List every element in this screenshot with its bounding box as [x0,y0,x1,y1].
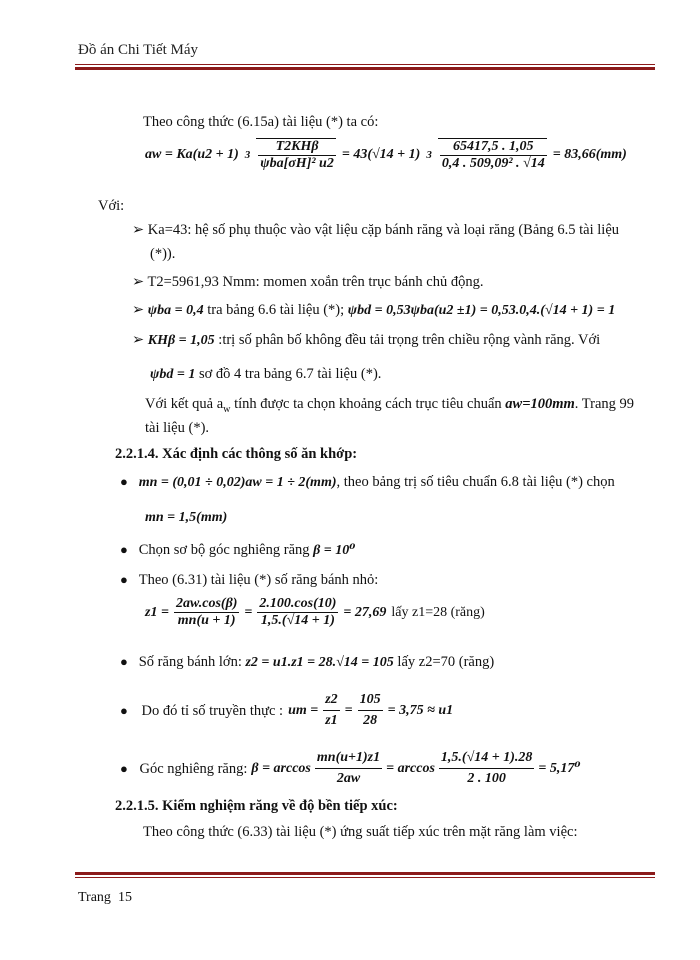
bullet-item: ● Chọn sơ bộ góc nghiêng răng β = 10⁰ [120,542,356,558]
bullet-icon: ● [120,760,128,776]
eq-aw-den2: 0,4 . 509,09² . √14 [441,156,545,171]
voi-label: Với: [98,198,125,214]
footer-rule-thin [75,877,655,878]
intro-text: Theo công thức (6.15a) tài liệu (*) ta có: [143,114,379,130]
section-heading-2-2-1-4: 2.2.1.4. Xác định các thông số ăn khớp: [115,446,358,462]
bullet-item: ● Do đó tỉ số truyền thực : um = $\frac{z2}{z1}$ = $\frac{105}{28}$ = 3,75 ≈ u1 [120,692,454,728]
arrow-icon: ➢ [132,274,148,290]
arrow-icon: ➢ [132,332,148,348]
page-number: 15 [117,890,132,905]
bullet-icon: ● [120,702,128,718]
list-item-cont: (*)). [150,246,176,262]
bullet-cont: mn = 1,5(mm) [145,510,228,525]
arrow-icon: ➢ [132,222,148,238]
result-line1: Với kết quả $a_w$ tính được ta chọn khoảng cách trục tiêu chuẩn aw=100mm. Trang 99 [145,396,635,415]
eq-aw-frac1 [256,138,336,172]
bullet-item: ● Góc nghiêng răng: β = arccos $\frac{mn(u+1)z1}{2aw}$ = arccos $\frac{1,5.(√14 + 1).28}{2 . 100}$ = 5,17⁰ [120,750,581,786]
equation-z1: z1 = $\frac{2aw.\cos(\beta)}{mn(u + 1)}$ = $\frac{2.100.\cos(10)}{1,5.(√14 + 1)}$ = 27,69 lấy z1=28 (răng) [145,596,485,628]
list-item: ➢ KHβ = 1,05 :trị số phân bố không đều tải trọng trên chiều rộng vành răng. Với [132,332,601,348]
result-line2: tài liệu (*). [145,420,210,436]
bullet-icon: ● [120,572,128,587]
equation-aw: aw = Ka(u2 + 1) 3 $\frac{\text{T2KHβ}}{\text{ψba[σH]² u2}}$ = 43(√14 + 1) 3 $\frac{65417,5 . 1,05}{\text{0,4 . 509,09² . √14}}$ = 83,66(mm) [145,139,627,171]
list-item: ➢ T2=5961,93 Nmm: momen xoắn trên trục bánh chủ động. [132,274,484,290]
footer-rule-thick [75,872,655,875]
eq-aw-mid: = 43(√14 + 1) [341,147,421,162]
eq-aw-frac2 [438,138,547,172]
list-item: ➢ ψba = 0,4 tra bảng 6.6 tài liệu (*); ψbd = 0,53ψba(u2 ±1) = 0,53.0,4.(√14 + 1) = 1 [132,302,616,318]
list-item: ➢ Ka=43: hệ số phụ thuộc vào vật liệu cặp bánh răng và loại răng (Bảng 6.5 tài liệu [132,222,620,238]
bullet-icon: ● [120,474,128,489]
bullet-item: ● mn = (0,01 ÷ 0,02)aw = 1 ÷ 2(mm), theo bảng trị số tiêu chuẩn 6.8 tài liệu (*) chọn [120,474,615,490]
bullet-icon: ● [120,654,128,669]
header-rule-thick [75,67,655,70]
section-heading-2-2-1-5: 2.2.1.5. Kiểm nghiệm răng về độ bền tiếp xúc: [115,798,398,814]
bullet-icon: ● [120,542,128,557]
page-footer: Trang 15 [78,890,132,905]
eq-aw-num: T2KHβ [258,139,336,156]
bullet-item: ● Theo (6.31) tài liệu (*) số răng bánh nhỏ: [120,572,379,588]
last-paragraph: Theo công thức (6.33) tài liệu (*) ứng suất tiếp xúc trên mặt răng làm việc: [143,824,578,840]
eq-aw-lhs: aw = Ka(u2 + 1) [145,147,239,162]
arrow-icon: ➢ [132,302,148,318]
eq-aw-den: ψba[σH]² u2 [260,156,334,171]
eq-aw-num2: 65417,5 . 1,05 [440,139,547,156]
list-item-cont: ψbd = 1 sơ đồ 4 tra bảng 6.7 tài liệu (*). [150,366,382,382]
bullet-item: ● Số răng bánh lớn: z2 = u1.z1 = 28.√14 = 105 lấy z2=70 (răng) [120,654,495,670]
eq-aw-result: = 83,66(mm) [552,147,627,162]
page-header-title: Đồ án Chi Tiết Máy [78,42,199,58]
header-rule-thin [75,64,655,65]
